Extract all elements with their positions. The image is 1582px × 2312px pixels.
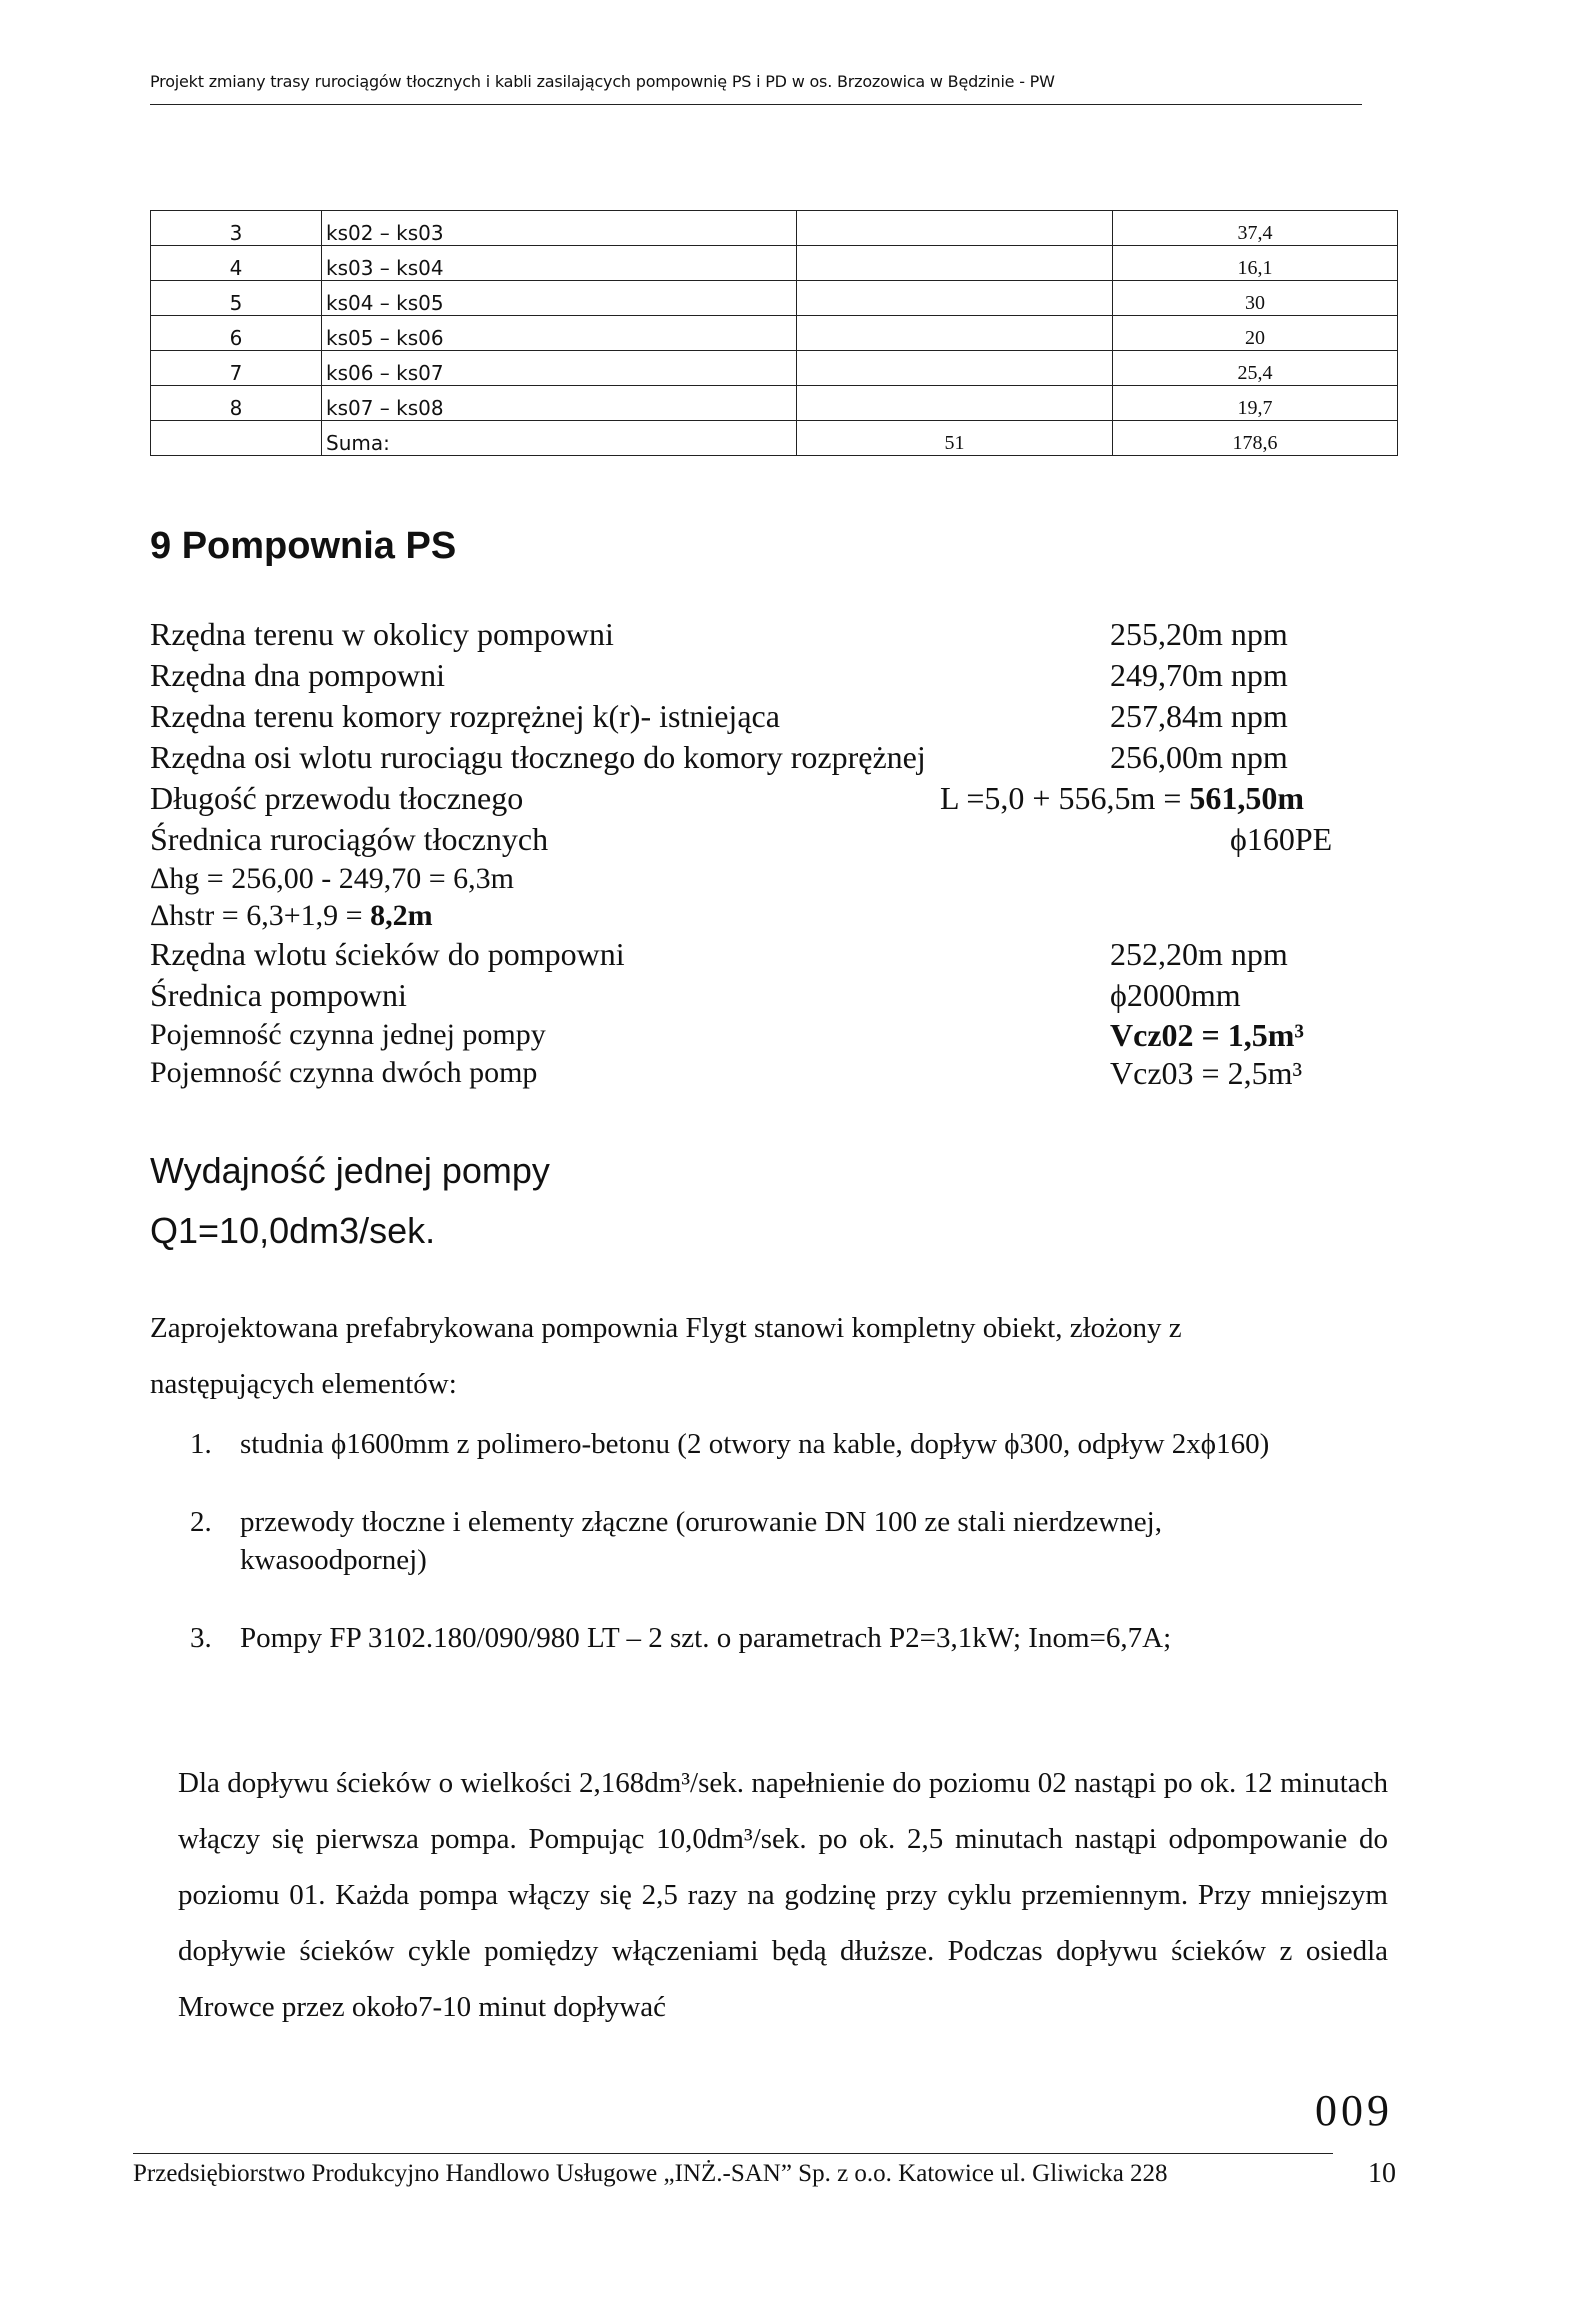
param-row — [150, 1016, 1335, 1054]
table-cell-length: 16,1 — [1113, 246, 1398, 281]
section-title: 9 Pompownia PS — [150, 525, 457, 567]
param-row — [150, 696, 1335, 737]
table-cell-no: 7 — [151, 351, 322, 386]
table-cell-length: 30 — [1113, 281, 1398, 316]
table-row-sum — [151, 421, 1398, 456]
table-cell-segment: ks02 – ks03 — [322, 211, 797, 246]
param-row — [150, 737, 1335, 778]
pump-flow-value: Q1=10,0dm3/sek. — [150, 1210, 436, 1251]
table-cell-segment: ks06 – ks07 — [322, 351, 797, 386]
table-cell-col3 — [797, 351, 1113, 386]
param-value: 256,00m npm — [1110, 739, 1288, 775]
param-row — [150, 614, 1335, 655]
param-row — [150, 860, 1335, 897]
param-value: ϕ160PE — [1230, 821, 1333, 857]
table-cell-segment: ks03 – ks04 — [322, 246, 797, 281]
table-cell-segment: ks04 – ks05 — [322, 281, 797, 316]
page-stamp: 009 — [1315, 2086, 1393, 2135]
param-value: Vcz03 = 2,5m³ — [1110, 1055, 1303, 1091]
table-cell-length: 25,4 — [1113, 351, 1398, 386]
table-cell-col3 — [797, 246, 1113, 281]
param-row — [150, 1054, 1335, 1092]
table-cell-segment: ks07 – ks08 — [322, 386, 797, 421]
table-cell-sum-length: 178,6 — [1113, 421, 1398, 456]
param-row — [150, 819, 1335, 860]
page-number: 10 — [1368, 2158, 1396, 2189]
intro-paragraph: Zaprojektowana prefabrykowana pompownia Flygt stanowi kompletny obiekt, złożony z następujących elementów: — [150, 1312, 1182, 1400]
param-value-text: L =5,0 + 556,5m = — [940, 780, 1190, 816]
table-row — [151, 351, 1398, 386]
list-item-text: przewody tłoczne i elementy złączne (orurowanie DN 100 ze stali nierdzewnej, kwasoodpornej) — [240, 1506, 1162, 1576]
list-item-number: 3. — [190, 1622, 212, 1654]
param-row — [150, 778, 1335, 819]
footer-company: Przedsiębiorstwo Produkcyjno Handlowo Usługowe „INŻ.-SAN” Sp. z o.o. Katowice ul. Gliwicka 228 — [133, 2160, 1168, 2187]
table-cell-col3 — [797, 281, 1113, 316]
param-label: Rzędna dna pompowni — [150, 657, 446, 693]
param-value — [940, 778, 1304, 819]
table-cell-col3 — [797, 386, 1113, 421]
list-item-number: 1. — [190, 1428, 212, 1460]
param-row — [150, 655, 1335, 696]
segment-length-table — [150, 210, 1398, 456]
table-cell-no: 4 — [151, 246, 322, 281]
param-label: Średnica pompowni — [150, 977, 407, 1013]
elements-list — [190, 1425, 1340, 1697]
table-cell-no: 6 — [151, 316, 322, 351]
table-cell-length: 19,7 — [1113, 386, 1398, 421]
param-label: Średnica rurociągów tłocznych — [150, 821, 549, 857]
table-row — [151, 281, 1398, 316]
list-item — [190, 1503, 1340, 1579]
body-paragraph: Dla dopływu ścieków o wielkości 2,168dm³/sek. napełnienie do poziomu 02 nastąpi po ok. 12 minutach włączy się pierwsza pompa. Pompując 10,0dm³/sek. po ok. 2,5 minutach nastąpi odpompowanie do poziomu 01. Każda pompa włączy się 2,5 razy na godzinę przy cyklu przemiennym. Przy mniejszym dopływie ścieków cykle pomiędzy włączeniami będą dłuższe. Podczas dopływu ścieków z osiedla Mrowce przez około7-10 minut dopływać — [178, 1767, 1388, 2023]
list-item — [190, 1425, 1340, 1463]
table-row — [151, 316, 1398, 351]
subheading-pump-capacity: Wydajność jednej pompy — [150, 1150, 550, 1191]
list-item-text: Pompy FP 3102.180/090/980 LT – 2 szt. o parametrach P2=3,1kW; Inom=6,7A; — [240, 1622, 1172, 1654]
table-cell-segment: ks05 – ks06 — [322, 316, 797, 351]
param-label: Δhg = 256,00 - 249,70 = 6,3m — [150, 862, 514, 895]
param-label: Pojemność czynna dwóch pomp — [150, 1056, 538, 1089]
table-cell-no: 8 — [151, 386, 322, 421]
parameter-list — [150, 614, 1335, 1092]
param-row — [150, 897, 1335, 934]
param-label: Długość przewodu tłocznego — [150, 780, 524, 816]
param-label-text: Δhstr = 6,3+1,9 = — [150, 899, 371, 932]
param-label: Rzędna terenu w okolicy pompowni — [150, 616, 614, 652]
param-value: ϕ2000mm — [1110, 977, 1241, 1013]
param-value: 257,84m npm — [1110, 698, 1288, 734]
param-value: 255,20m npm — [1110, 616, 1288, 652]
param-label: Rzędna terenu komory rozprężnej k(r)- istniejąca — [150, 698, 780, 734]
header-rule — [150, 104, 1362, 105]
table-cell-no — [151, 421, 322, 456]
list-item — [190, 1619, 1340, 1657]
list-item-text: studnia ϕ1600mm z polimero-betonu (2 otwory na kable, dopływ ϕ300, odpływ 2xϕ160) — [240, 1428, 1270, 1460]
param-value: 252,20m npm — [1110, 936, 1288, 972]
table-row — [151, 246, 1398, 281]
list-item-number: 2. — [190, 1506, 212, 1538]
table-cell-sum-col3: 51 — [797, 421, 1113, 456]
param-label: Pojemność czynna jednej pompy — [150, 1018, 546, 1051]
table-row — [151, 211, 1398, 246]
table-cell-col3 — [797, 316, 1113, 351]
param-value-bold: 561,50m — [1189, 780, 1305, 816]
param-label-bold: 8,2m — [370, 899, 433, 932]
running-header: Projekt zmiany trasy rurociągów tłocznych i kabli zasilających pompownię PS i PD w os. Brzozowica w Będzinie - PW — [150, 72, 1055, 91]
table-row — [151, 386, 1398, 421]
table-cell-sum-label: Suma: — [322, 421, 797, 456]
footer-rule — [133, 2153, 1333, 2154]
param-value: Vcz02 = 1,5m³ — [1110, 1017, 1304, 1053]
param-row — [150, 934, 1335, 975]
param-label — [150, 897, 433, 934]
table-cell-no: 3 — [151, 211, 322, 246]
param-label: Rzędna osi wlotu rurociągu tłocznego do komory rozprężnej — [150, 739, 926, 775]
param-value: 249,70m npm — [1110, 657, 1288, 693]
param-row — [150, 975, 1335, 1016]
param-label: Rzędna wlotu ścieków do pompowni — [150, 936, 625, 972]
table-cell-col3 — [797, 211, 1113, 246]
table-cell-no: 5 — [151, 281, 322, 316]
table-cell-length: 37,4 — [1113, 211, 1398, 246]
table-cell-length: 20 — [1113, 316, 1398, 351]
